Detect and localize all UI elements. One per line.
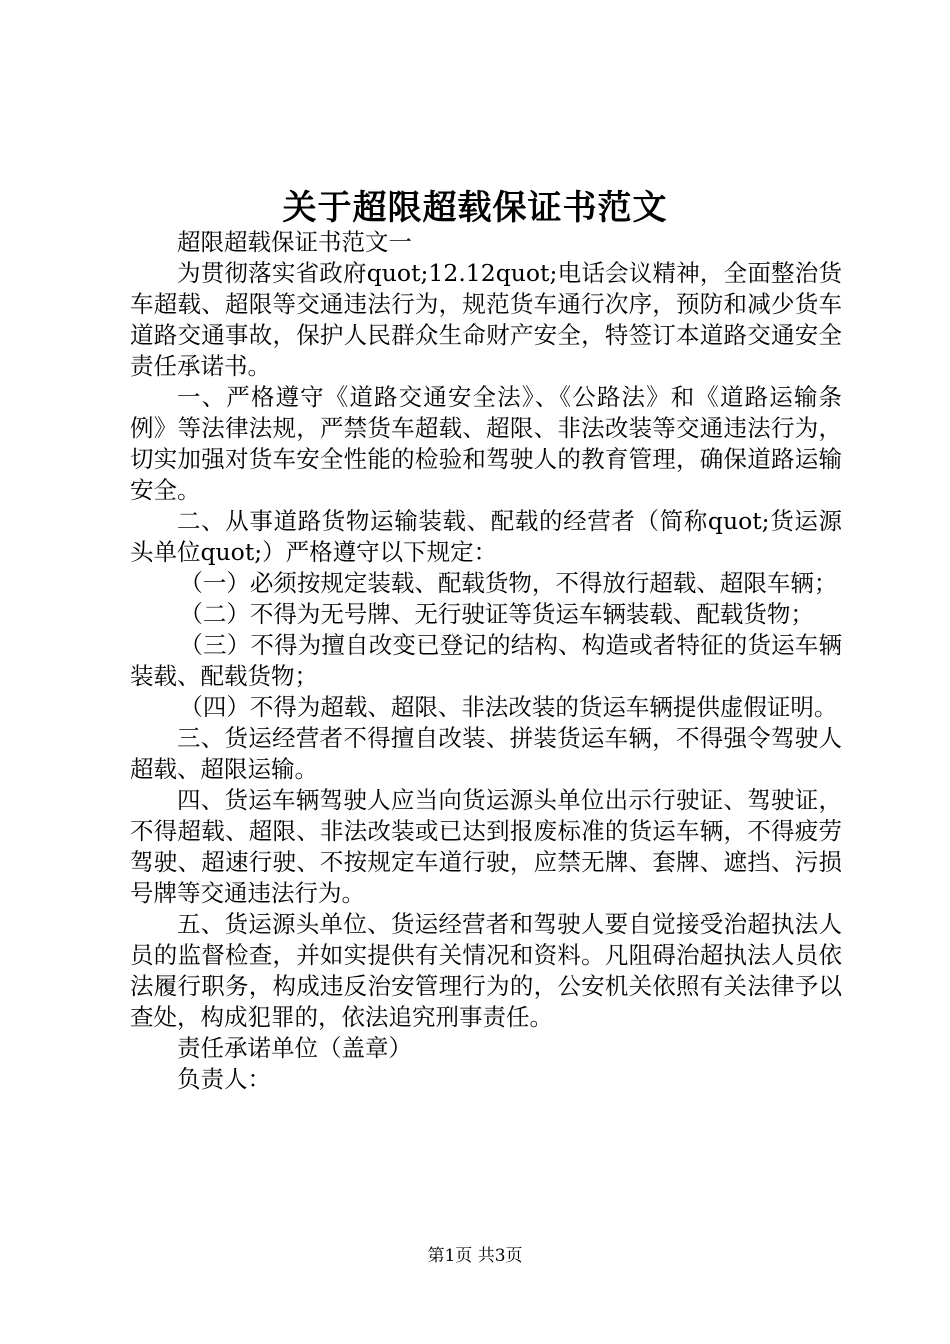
clause-2: 二、从事道路货物运输装载、配载的经营者（简称quot;货运源头单位quot;）严格遵守以下规定： <box>130 507 842 566</box>
signature-person: 负责人： <box>177 1065 271 1093</box>
signature-unit: 责任承诺单位（盖章） <box>177 1034 412 1062</box>
document-title: 关于超限超载保证书范文 <box>282 188 668 228</box>
clause-5: 五、货运源头单位、货运经营者和驾驶人要自觉接受治超执法人员的监督检查，并如实提供有关情况和资料。凡阻碍治超执法人员依法履行职务，构成违反治安管理行为的，公安机关依照有关法律予以查处，构成犯罪的，依法追究刑事责任。 <box>130 910 842 1031</box>
clause-3: 三、货运经营者不得擅自改装、拼装货运车辆，不得强令驾驶人超载、超限运输。 <box>130 724 842 783</box>
page-number: 第1页 共3页 <box>427 1246 523 1266</box>
sub-clause-1: （一）必须按规定装载、配载货物，不得放行超载、超限车辆； <box>179 569 838 597</box>
clause-4: 四、货运车辆驾驶人应当向货运源头单位出示行驶证、驾驶证，不得超载、超限、非法改装或已达到报废标准的货运车辆，不得疲劳驾驶、超速行驶、不按规定车道行驶，应禁无牌、套牌、遮挡、污损号牌等交通违法行为。 <box>130 786 842 907</box>
sub-clause-4: （四）不得为超载、超限、非法改装的货运车辆提供虚假证明。 <box>179 693 838 721</box>
sub-clause-2: （二）不得为无号牌、无行驶证等货运车辆装载、配载货物； <box>179 600 814 628</box>
document-body <box>130 227 842 1095</box>
sub-clause-3: （三）不得为擅自改变已登记的结构、构造或者特征的货运车辆装载、配载货物； <box>130 631 842 690</box>
clause-1: 一、严格遵守《道路交通安全法》、《公路法》和《道路运输条例》等法律法规，严禁货车超载、超限、非法改装等交通违法行为，切实加强对货车安全性能的检验和驾驶人的教育管理，确保道路运输安全。 <box>130 383 842 504</box>
intro-paragraph: 为贯彻落实省政府quot;12.12quot;电话会议精神，全面整治货车超载、超限等交通违法行为，规范货车通行次序，预防和减少货车道路交通事故，保护人民群众生命财产安全，特签订本道路交通安全责任承诺书。 <box>130 259 842 380</box>
section-heading: 超限超载保证书范文一 <box>177 228 412 256</box>
